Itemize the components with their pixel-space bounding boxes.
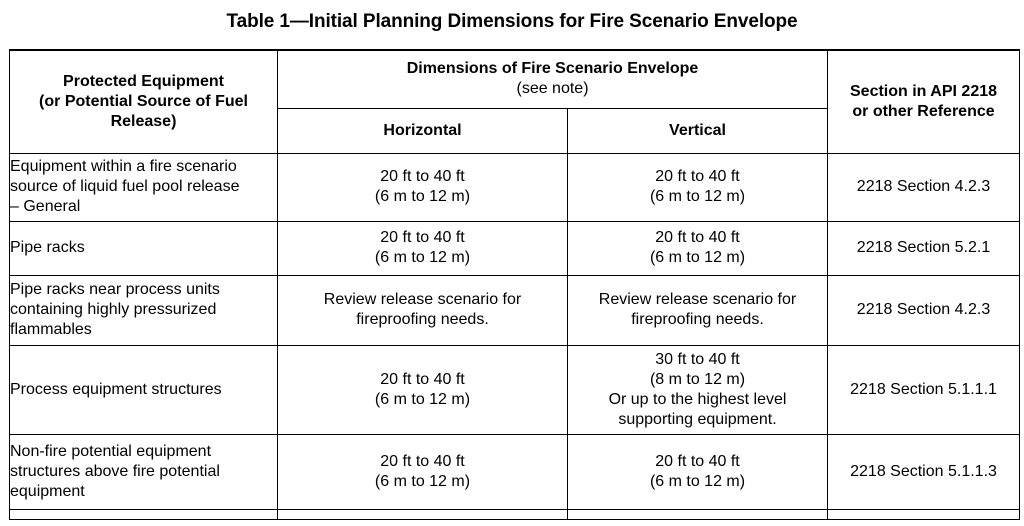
reference-cell: 2218 Section 5.2.1 — [828, 221, 1020, 275]
horizontal-cell: 20 ft to 40 ft (6 m to 12 m) — [278, 434, 568, 509]
header-reference: Section in API 2218 or other Reference — [828, 50, 1020, 153]
vertical-cell: 30 ft to 40 ft (8 m to 12 m) Or up to the highest level supporting equipment. — [568, 345, 828, 434]
equipment-cell: Process equipment structures — [10, 345, 278, 434]
equipment-cell: Equipment within a fire scenario source of liquid fuel pool release – General — [10, 153, 278, 221]
table-row — [10, 434, 1020, 509]
table-row — [10, 275, 1020, 345]
table-row — [10, 221, 1020, 275]
horizontal-cell: 20 ft to 40 ft (6 m to 12 m) — [278, 345, 568, 434]
header-horizontal: Horizontal — [278, 108, 568, 153]
vertical-cell: 20 ft to 40 ft (6 m to 12 m) — [568, 221, 828, 275]
vertical-cell: 20 ft to 40 ft (6 m to 12 m) — [568, 434, 828, 509]
horizontal-cell: Review release scenario for fireproofing needs. — [278, 275, 568, 345]
horizontal-cell: 20 ft to 40 ft (6 m to 12 m) — [278, 153, 568, 221]
fire-scenario-table — [9, 49, 1020, 520]
reference-cell: 2218 Section 5.1.1.1 — [828, 345, 1020, 434]
header-vertical: Vertical — [568, 108, 828, 153]
horizontal-cell: 20 ft to 40 ft (6 m to 12 m) — [278, 221, 568, 275]
equipment-cell: Pipe racks — [10, 221, 278, 275]
table-title: Table 1—Initial Planning Dimensions for Fire Scenario Envelope — [226, 11, 798, 32]
header-dimensions-group: Dimensions of Fire Scenario Envelope (see note) — [278, 50, 828, 108]
vertical-cell: 20 ft to 40 ft (6 m to 12 m) — [568, 153, 828, 221]
header-protected-equipment: Protected Equipment (or Potential Source of Fuel Release) — [10, 50, 278, 153]
table-row — [10, 345, 1020, 434]
table-row — [10, 153, 1020, 221]
reference-cell: 2218 Section 5.1.1.3 — [828, 434, 1020, 509]
equipment-cell: Non-fire potential equipment structures above fire potential equipment — [10, 434, 278, 509]
table-row-cutoff — [10, 509, 1020, 519]
reference-cell: 2218 Section 4.2.3 — [828, 153, 1020, 221]
vertical-cell: Review release scenario for fireproofing needs. — [568, 275, 828, 345]
equipment-cell: Pipe racks near process units containing highly pressurized flammables — [10, 275, 278, 345]
reference-cell: 2218 Section 4.2.3 — [828, 275, 1020, 345]
